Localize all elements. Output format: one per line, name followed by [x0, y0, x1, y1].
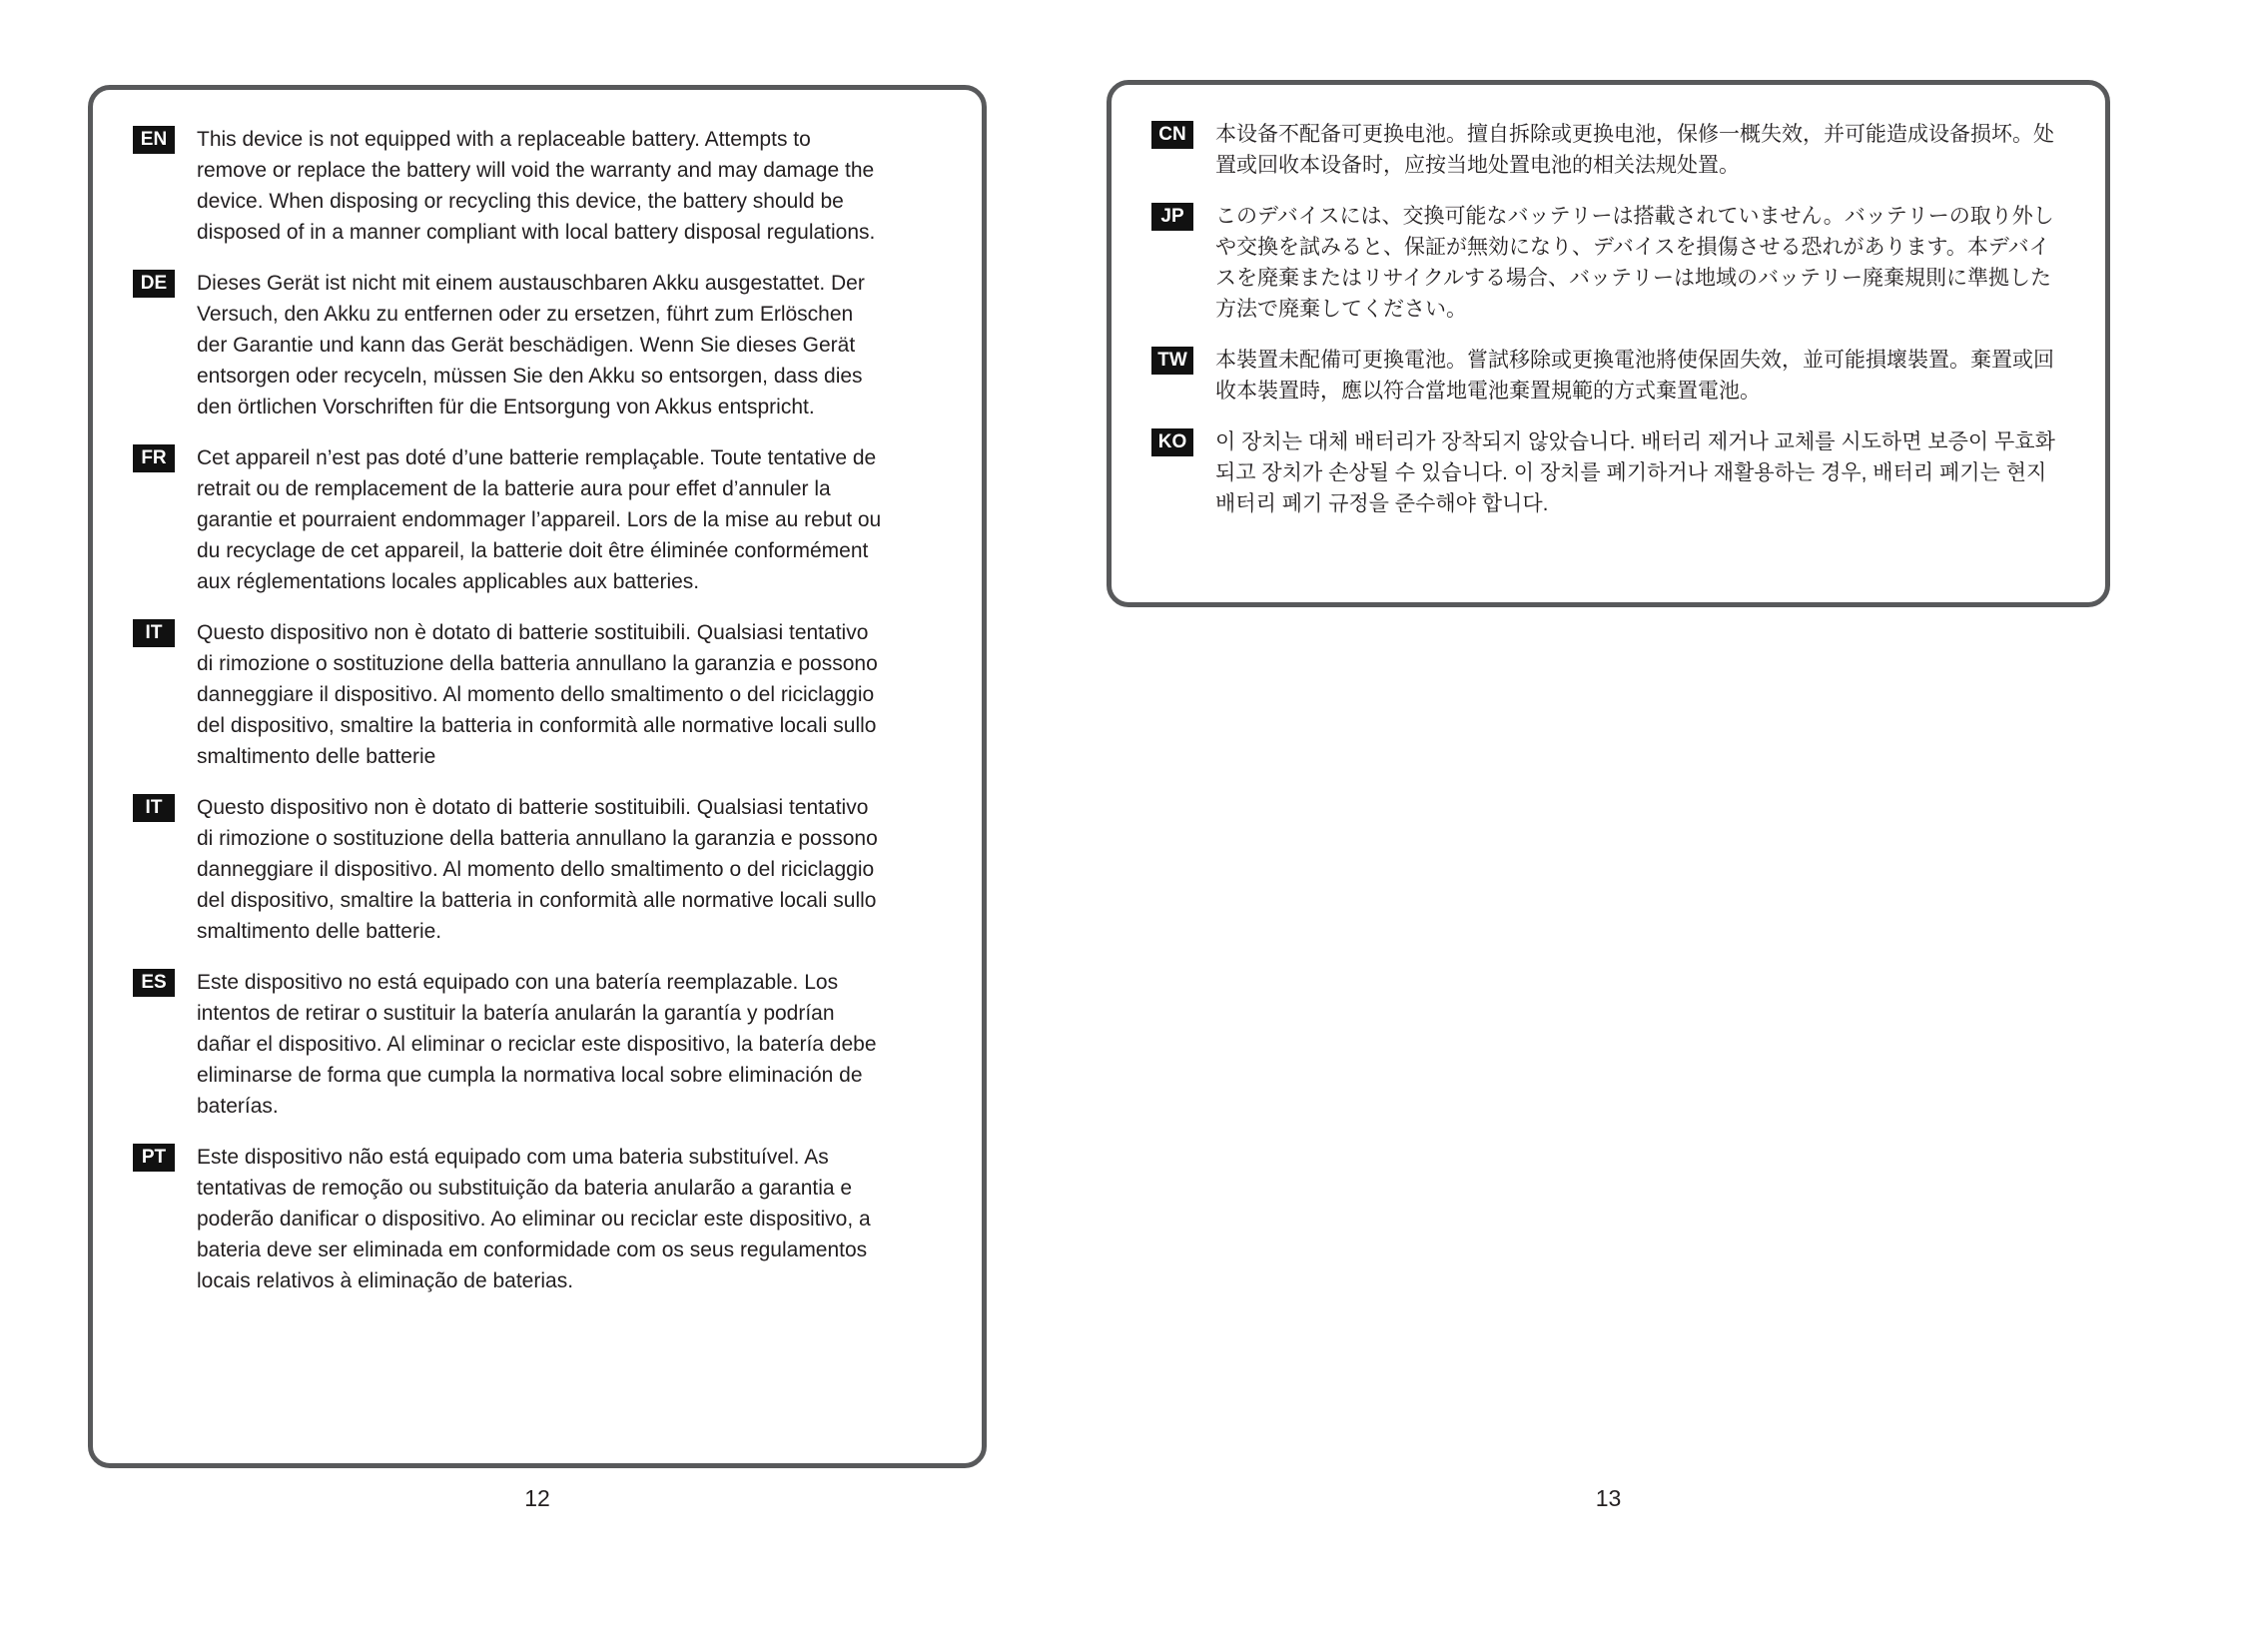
language-badge-en: EN [133, 126, 175, 154]
language-badge-ko: KO [1151, 428, 1193, 456]
entry-text-it-2: Questo dispositivo non è dotato di batterie sostituibili. Qualsiasi tentativo di rimozione o sostituzione della batteria annullano la garanzia e possono danneggiare il dispositivo. Al momento dello smaltimento o del riciclaggio del dispositivo, smaltire la batteria in conformità alle normative locali sullo smaltimento delle batterie. [197, 796, 878, 943]
language-entry-de [133, 268, 942, 422]
language-badge-it-2: IT [133, 794, 175, 822]
language-badge-pt: PT [133, 1144, 175, 1172]
entry-text-en: This device is not equipped with a replaceable battery. Attempts to remove or replace the battery will void the warranty and may damage the device. When disposing or recycling this device, the battery should be disposed of in a manner compliant with local battery disposal regulations. [197, 128, 876, 244]
language-entry-pt [133, 1142, 942, 1296]
entry-text-ko: 이 장치는 대체 배터리가 장착되지 않았습니다. 배터리 제거나 교체를 시도하면 보증이 무효화되고 장치가 손상될 수 있습니다. 이 장치를 폐기하거나 재활용하는 경우, 배터리 폐기는 현지 배터리 폐기 규정을 준수해야 합니다. [1215, 430, 2055, 515]
entry-text-tw: 本裝置未配備可更換電池。嘗試移除或更換電池將使保固失效，並可能損壞裝置。棄置或回收本裝置時，應以符合當地電池棄置規範的方式棄置電池。 [1215, 349, 2054, 403]
language-badge-cn: CN [1151, 121, 1193, 149]
entry-text-it-1: Questo dispositivo non è dotato di batterie sostituibili. Qualsiasi tentativo di rimozione o sostituzione della batteria annullano la garanzia e possono danneggiare il dispositivo. Al momento dello smaltimento o del riciclaggio del dispositivo, smaltire la batteria in conformità alle normative locali sullo smaltimento delle batterie [197, 621, 878, 768]
entry-text-de: Dieses Gerät ist nicht mit einem austauschbaren Akku ausgestattet. Der Versuch, den Akku zu entfernen oder zu ersetzen, führt zum Erlöschen der Garantie und kann das Gerät beschädigen. Wenn Sie dieses Gerät entsorgen oder recyceln, müssen Sie den Akku so entsorgen, dass dies den örtlichen Vorschriften für die Entsorgung von Akkus entspricht. [197, 272, 865, 418]
page-left [88, 85, 987, 1468]
language-entry-en [133, 124, 942, 248]
language-entry-ko [1151, 426, 2065, 519]
page-right [1107, 80, 2110, 607]
page-number-left: 12 [524, 1485, 550, 1511]
language-badge-jp: JP [1151, 203, 1193, 231]
language-entry-it-1 [133, 617, 942, 772]
entry-text-cn: 本设备不配备可更换电池。擅自拆除或更换电池，保修一概失效，并可能造成设备损坏。处置或回收本设备时，应按当地处置电池的相关法规处置。 [1215, 123, 2054, 177]
entry-text-jp: このデバイスには、交換可能なバッテリーは搭載されていません。バッテリーの取り外しや交換を試みると、保証が無効になり、デバイスを損傷させる恐れがあります。本デバイスを廃棄またはリサイクルする場合、バッテリーは地域のバッテリー廃棄規則に準拠した方法で廃棄してください。 [1215, 205, 2054, 321]
language-entry-cn [1151, 119, 2065, 181]
language-badge-tw: TW [1151, 347, 1193, 375]
language-entry-tw [1151, 345, 2065, 407]
language-badge-fr: FR [133, 444, 175, 472]
language-badge-it-1: IT [133, 619, 175, 647]
language-entry-it-2 [133, 792, 942, 947]
language-badge-de: DE [133, 270, 175, 298]
page-number-right: 13 [1595, 1485, 1622, 1511]
entry-text-fr: Cet appareil n’est pas doté d’une batterie remplaçable. Toute tentative de retrait ou de remplacement de la batterie aura pour effet d’annuler la garantie et pourraient endommager l’appareil. Lors de la mise au rebut ou du recyclage de cet appareil, la batterie doit être éliminée conformément aux réglementations locales applicables aux batteries. [197, 446, 882, 593]
entry-text-es: Este dispositivo no está equipado con una batería reemplazable. Los intentos de retirar o sustituir la batería anularán la garantía y podrían dañar el dispositivo. Al eliminar o reciclar este dispositivo, la batería debe eliminarse de forma que cumpla la normativa local sobre eliminación de baterías. [197, 971, 877, 1118]
language-entry-jp [1151, 201, 2065, 325]
language-entry-es [133, 967, 942, 1122]
language-badge-es: ES [133, 969, 175, 997]
entry-text-pt: Este dispositivo não está equipado com uma bateria substituível. As tentativas de remoção ou substituição da bateria anularão a garantia e poderão danificar o dispositivo. Ao eliminar ou reciclar este dispositivo, a bateria deve ser eliminada em conformidade com os seus regulamentos locais relativos à eliminação de baterias. [197, 1146, 871, 1292]
language-entry-fr [133, 442, 942, 597]
